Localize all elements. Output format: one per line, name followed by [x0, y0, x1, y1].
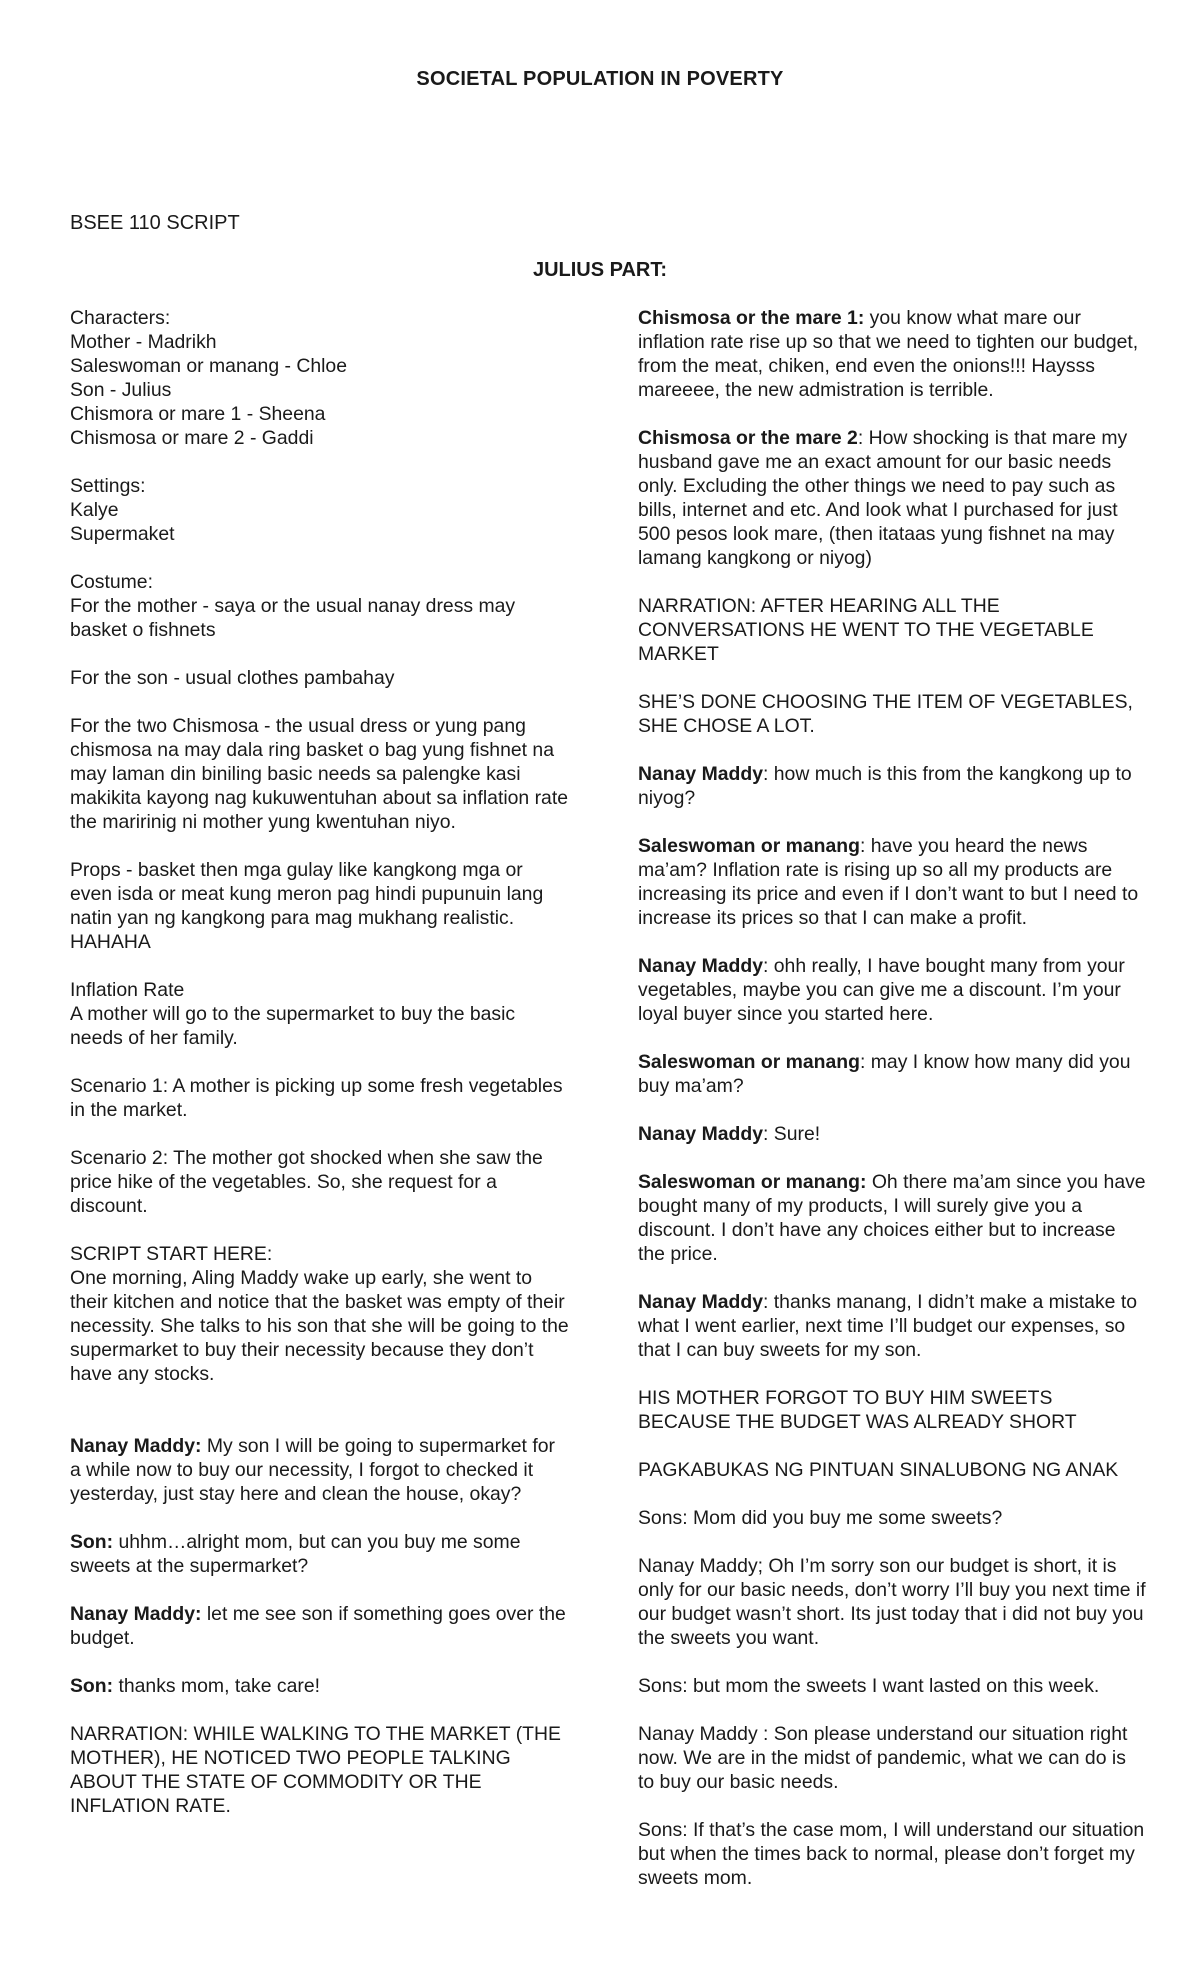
speaker-name: Son:	[70, 1675, 114, 1697]
script-start-text: One morning, Aling Maddy wake up early, she went to their kitchen and notice that the basket was empty of their necessity. She talks to his son that she will be going to the supermarket to buy their necessity because they don’t have any stocks.	[70, 1267, 569, 1385]
props-text: Props - basket then mga gulay like kangkong mga or even isda or meat kung meron pag hindi pupunuin lang natin yan ng kangkong para mag mukhang realistic. HAHAHA	[70, 859, 544, 953]
inflation-text: A mother will go to the supermarket to buy the basic needs of her family.	[70, 1003, 516, 1049]
dialogue-text: : How shocking is that mare my husband gave me an exact amount for our basic needs only. Excluding the other things we need to pay such as bills, internet and etc. And look what I purchased for just 500 pesos look mare, (then itataas yung fishnet na may lamang kangkong or niyog)	[638, 427, 1128, 569]
dialogue-line	[70, 1674, 570, 1698]
dialogue-line	[70, 1530, 570, 1578]
part-heading: JULIUS PART:	[532, 259, 668, 281]
page-title: SOCIETAL POPULATION IN POVERTY	[416, 68, 784, 90]
narration-text: NARRATION: AFTER HEARING ALL THE CONVERSATIONS HE WENT TO THE VEGETABLE MARKET	[638, 595, 1094, 665]
setting-item: Kalye	[70, 499, 119, 521]
character-item: Chismora or mare 1 - Sheena	[70, 403, 326, 425]
characters-block	[70, 306, 570, 450]
dialogue-text: : have you heard the news ma’am? Inflation rate is rising up so all my products are increasing its price and even if I don’t want to but I need to increase its prices so that I can make a profit.	[638, 835, 1139, 929]
dialogue-line	[638, 426, 1146, 570]
home-dialogue-line: Nanay Maddy : Son please understand our situation right now. We are in the midst of pandemic, what we can do is to buy our basic needs.	[638, 1723, 1128, 1793]
scenario-1: Scenario 1: A mother is picking up some fresh vegetables in the market.	[70, 1075, 563, 1121]
speaker-name: Nanay Maddy	[638, 955, 763, 977]
costume-son: For the son - usual clothes pambahay	[70, 667, 395, 689]
dialogue-line	[638, 1050, 1146, 1098]
dialogue-line	[638, 762, 1146, 810]
dialogue-text: you know what mare our inflation rate rise up so that we need to tighten our budget, from the meat, chiken, end even the onions!!! Haysss mareeee, the new admistration is terrible.	[638, 307, 1139, 401]
dialogue-line	[638, 1170, 1146, 1266]
dialogue-line	[638, 306, 1146, 402]
character-item: Saleswoman or manang - Chloe	[70, 355, 347, 377]
costume-heading: Costume:	[70, 571, 153, 593]
home-dialogue-line: Sons: Mom did you buy me some sweets?	[638, 1507, 1003, 1529]
speaker-name: Nanay Maddy	[638, 763, 763, 785]
settings-block	[70, 474, 570, 546]
dialogue-text: : ohh really, I have bought many from your vegetables, maybe you can give me a discount. I’m your loyal buyer since you started here.	[638, 955, 1125, 1025]
dialogue-text: : thanks manang, I didn’t make a mistake to what I went earlier, next time I’ll budget our expenses, so that I can buy sweets for my son.	[638, 1291, 1137, 1361]
home-dialogue-line: Sons: If that’s the case mom, I will understand our situation but when the times back to normal, please don’t forget my sweets mom.	[638, 1819, 1145, 1889]
home-dialogue-line: Nanay Maddy; Oh I’m sorry son our budget is short, it is only for our basic needs, don’t worry I’ll buy you next time if our budget wasn’t short. Its just today that i did not buy you the sweets you want.	[638, 1555, 1146, 1649]
speaker-name: Chismosa or the mare 1:	[638, 307, 865, 329]
narration-text: HIS MOTHER FORGOT TO BUY HIM SWEETS BECAUSE THE BUDGET WAS ALREADY SHORT	[638, 1387, 1077, 1433]
dialogue-text: : how much is this from the kangkong up to niyog?	[638, 763, 1132, 809]
dialogue-line	[70, 1434, 570, 1506]
speaker-name: Son:	[70, 1531, 114, 1553]
scenario-2: Scenario 2: The mother got shocked when she saw the price hike of the vegetables. So, she request for a discount.	[70, 1147, 543, 1217]
dialogue-text: Oh there ma’am since you have bought many of my products, I will surely give you a discount. I don’t have any choices either but to increase the price.	[638, 1171, 1146, 1265]
speaker-name: Saleswoman or manang:	[638, 1171, 867, 1193]
speaker-name: Saleswoman or manang	[638, 1051, 860, 1073]
narration-text: NARRATION: WHILE WALKING TO THE MARKET (THE MOTHER), HE NOTICED TWO PEOPLE TALKING ABOUT THE STATE OF COMMODITY OR THE INFLATION RATE.	[70, 1723, 561, 1817]
dialogue-line	[638, 1290, 1146, 1362]
costume-block	[70, 570, 570, 642]
inflation-heading: Inflation Rate	[70, 979, 185, 1001]
home-dialogue-line: Sons: but mom the sweets I want lasted on this week.	[638, 1675, 1100, 1697]
dialogue-line	[638, 954, 1146, 1026]
character-item: Mother - Madrikh	[70, 331, 217, 353]
settings-heading: Settings:	[70, 475, 146, 497]
dialogue-text: thanks mom, take care!	[113, 1675, 321, 1697]
script-start-block	[70, 1242, 570, 1386]
dialogue-text: let me see son if something goes over the budget.	[70, 1603, 566, 1649]
costume-chismosa: For the two Chismosa - the usual dress or yung pang chismosa na may dala ring basket o bag yung fishnet na may laman din biniling basic needs sa palengke kasi makikita kayong nag kukuwentuhan about sa inflation rate the maririnig ni mother yung kwentuhan niyo.	[70, 715, 569, 833]
speaker-name: Nanay Maddy:	[70, 1435, 202, 1457]
dialogue-line	[638, 834, 1146, 930]
character-item: Chismosa or mare 2 - Gaddi	[70, 427, 314, 449]
speaker-name: Nanay Maddy	[638, 1123, 763, 1145]
speaker-name: Saleswoman or manang	[638, 835, 860, 857]
script-start-heading: SCRIPT START HERE:	[70, 1243, 273, 1265]
narration-text: PAGKABUKAS NG PINTUAN SINALUBONG NG ANAK	[638, 1459, 1119, 1481]
characters-heading: Characters:	[70, 307, 171, 329]
dialogue-text: : may I know how many did you buy ma’am?	[638, 1051, 1131, 1097]
right-column	[638, 306, 1146, 1914]
setting-item: Supermaket	[70, 523, 175, 545]
character-item: Son - Julius	[70, 379, 172, 401]
speaker-name: Nanay Maddy	[638, 1291, 763, 1313]
left-column	[70, 306, 570, 1842]
course-line: BSEE 110 SCRIPT	[70, 212, 240, 234]
inflation-block	[70, 978, 570, 1050]
dialogue-line	[70, 1602, 570, 1650]
dialogue-line	[638, 1122, 1146, 1146]
speaker-name: Nanay Maddy:	[70, 1603, 202, 1625]
speaker-name: Chismosa or the mare 2	[638, 427, 858, 449]
dialogue-text: uhhm…alright mom, but can you buy me some sweets at the supermarket?	[70, 1531, 521, 1577]
costume-mother: For the mother - saya or the usual nanay dress may basket o fishnets	[70, 595, 516, 641]
dialogue-text: : Sure!	[763, 1123, 821, 1145]
dialogue-text: My son I will be going to supermarket for a while now to buy our necessity, I forgot to checked it yesterday, just stay here and clean the house, okay?	[70, 1435, 555, 1505]
narration-text: SHE’S DONE CHOOSING THE ITEM OF VEGETABLES, SHE CHOSE A LOT.	[638, 691, 1133, 737]
